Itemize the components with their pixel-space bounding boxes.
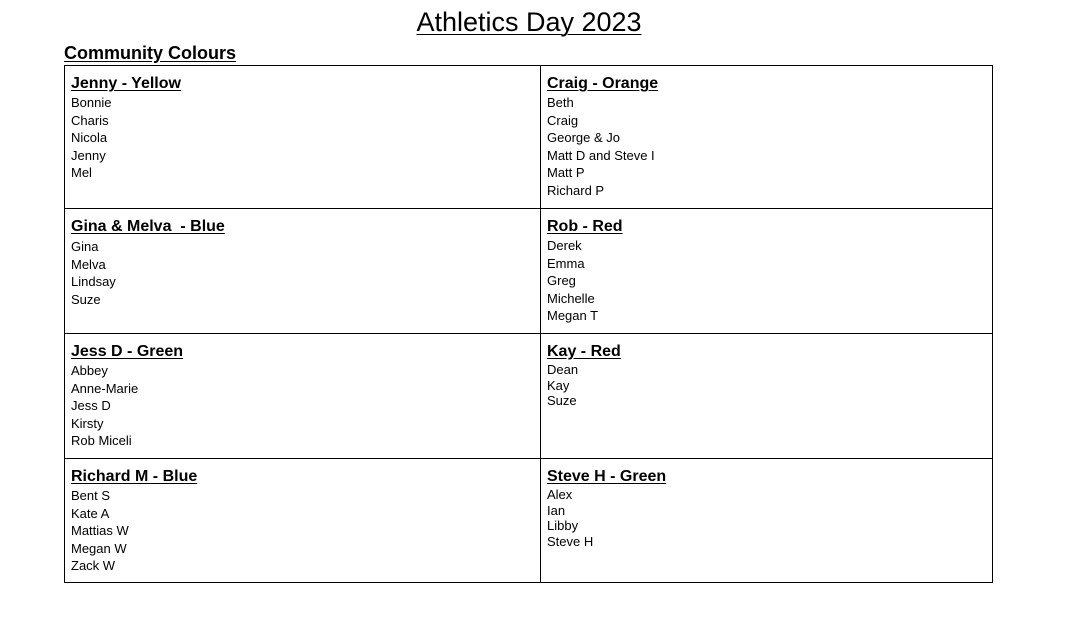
member-name: Kirsty: [71, 415, 104, 431]
member-list: [71, 94, 534, 182]
group-heading: Gina & Melva - Blue: [71, 218, 225, 235]
table-row: [65, 66, 993, 209]
member-name: Ian: [547, 502, 566, 518]
group-heading: Richard M - Blue: [71, 468, 198, 485]
member-name: Derek: [547, 238, 582, 253]
table-row: [65, 459, 993, 583]
group-cell: [541, 334, 993, 459]
member-name: Matt P: [547, 165, 585, 181]
member-name: Charis: [71, 112, 109, 128]
member-list: [547, 94, 986, 200]
member-list: [71, 238, 534, 308]
member-name: Mel: [71, 165, 92, 181]
member-name: Jess D: [71, 398, 111, 414]
page-title: Athletics Day 2023: [416, 7, 642, 37]
member-name: Abbey: [71, 363, 108, 378]
member-name: Jenny: [71, 147, 106, 163]
member-name: Craig: [547, 112, 579, 128]
group-cell: [65, 209, 541, 334]
table-row: [65, 334, 993, 459]
member-name: Kay: [547, 377, 570, 393]
member-name: Nicola: [71, 130, 108, 146]
group-cell: [65, 66, 541, 209]
member-name: Rob Miceli: [71, 433, 132, 449]
member-name: Matt D and Steve I: [547, 147, 655, 163]
member-name: Dean: [547, 362, 579, 377]
member-name: Megan W: [71, 540, 127, 556]
member-name: Emma: [547, 255, 585, 271]
member-name: Anne-Marie: [71, 380, 139, 396]
group-cell: [541, 209, 993, 334]
member-name: Suze: [547, 393, 577, 409]
group-heading: Rob - Red: [547, 218, 623, 235]
member-name: Alex: [547, 487, 573, 502]
member-name: Beth: [547, 95, 574, 110]
group-cell: [65, 334, 541, 459]
member-name: Steve H: [547, 533, 594, 549]
community-colours-table: [64, 65, 993, 583]
group-heading: Jenny - Yellow: [71, 75, 181, 92]
member-name: Gina: [71, 239, 99, 254]
member-list: [547, 237, 986, 325]
group-cell: [541, 459, 993, 583]
member-name: Zack W: [71, 558, 116, 574]
group-heading: Kay - Red: [547, 343, 621, 360]
member-name: Libby: [547, 518, 579, 534]
member-name: George & Jo: [547, 130, 620, 146]
member-name: Bonnie: [71, 95, 112, 110]
member-name: Kate A: [71, 505, 110, 521]
member-name: Greg: [547, 273, 576, 289]
member-name: Richard P: [547, 182, 605, 198]
member-name: Lindsay: [71, 274, 116, 290]
member-list: [547, 362, 986, 409]
member-name: Michelle: [547, 290, 595, 306]
group-heading: Jess D - Green: [71, 343, 184, 360]
member-list: [547, 487, 986, 549]
member-name: Bent S: [71, 488, 111, 503]
member-name: Mattias W: [71, 523, 129, 539]
table-row: [65, 209, 993, 334]
member-list: [71, 487, 534, 575]
group-cell: [65, 459, 541, 583]
member-list: [71, 362, 534, 450]
member-name: Suze: [71, 291, 101, 307]
group-cell: [541, 66, 993, 209]
group-heading: Craig - Orange: [547, 75, 659, 92]
member-name: Melva: [71, 256, 106, 272]
section-heading: Community Colours: [64, 43, 237, 63]
member-name: Megan T: [547, 308, 599, 324]
group-heading: Steve H - Green: [547, 468, 667, 485]
